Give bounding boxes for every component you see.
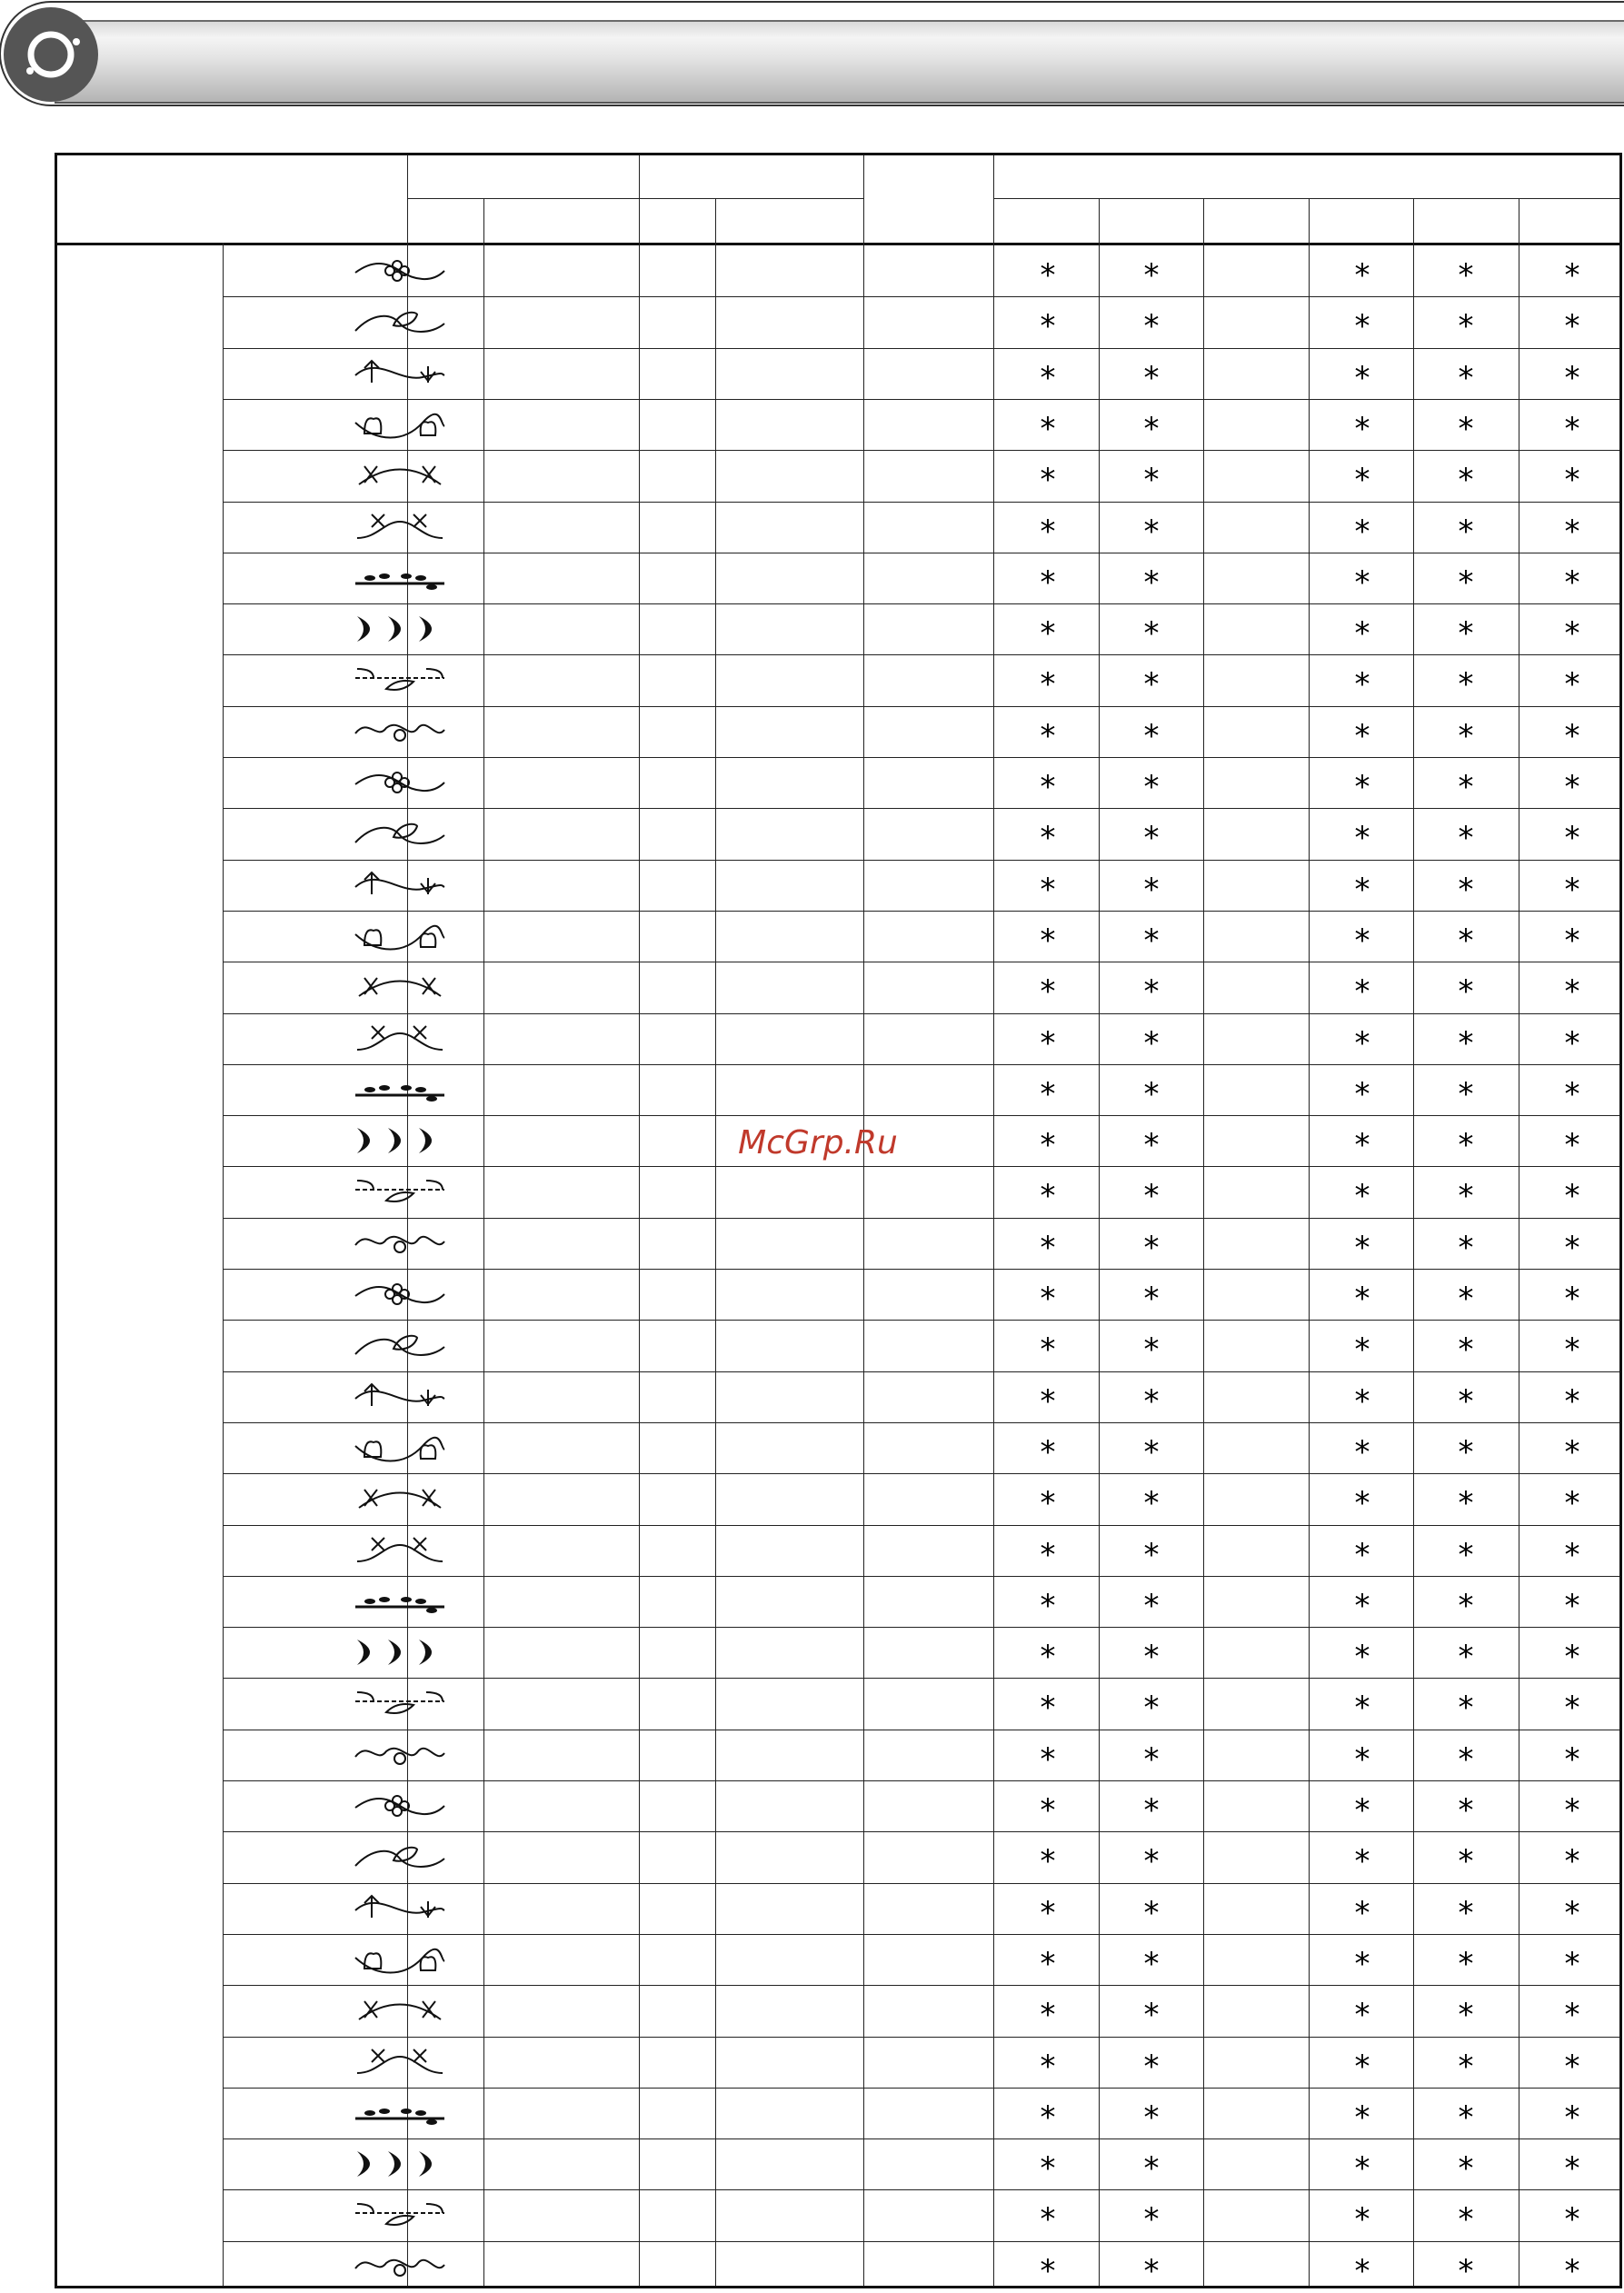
row-rule <box>223 399 1619 400</box>
row-rule <box>223 1985 1619 1986</box>
asterisk-mark: * <box>1040 1485 1056 1522</box>
rose-vine-icon <box>350 918 450 954</box>
floral-border-icon <box>350 713 450 750</box>
asterisk-mark: * <box>1458 1178 1474 1215</box>
column-divider <box>993 155 994 2286</box>
asterisk-mark: * <box>1143 2099 1160 2136</box>
row-rule <box>223 1576 1619 1577</box>
holly-icon <box>350 1532 450 1569</box>
asterisk-mark: * <box>1564 1740 1580 1778</box>
row-rule <box>223 808 1619 809</box>
row-rule <box>223 911 1619 912</box>
row-rule <box>223 2037 1619 2038</box>
clover-heart-icon <box>350 1072 450 1108</box>
asterisk-mark: * <box>1564 1690 1580 1727</box>
asterisk-mark: * <box>1040 257 1056 294</box>
asterisk-mark: * <box>1354 2252 1370 2289</box>
asterisk-mark: * <box>1458 1587 1474 1624</box>
asterisk-mark: * <box>1040 1382 1056 1420</box>
asterisk-mark: * <box>1458 359 1474 396</box>
asterisk-mark: * <box>1040 717 1056 754</box>
asterisk-mark: * <box>1143 1587 1160 1624</box>
row-rule <box>223 1883 1619 1884</box>
star-flower-icon <box>350 1122 450 1159</box>
asterisk-mark: * <box>1354 666 1370 703</box>
flower-cluster-icon <box>350 764 450 801</box>
asterisk-mark: * <box>1354 1485 1370 1522</box>
row-rule <box>223 2088 1619 2089</box>
asterisk-mark: * <box>1143 2252 1160 2289</box>
asterisk-mark: * <box>1143 717 1160 754</box>
asterisk-mark: * <box>1040 1075 1056 1112</box>
leaf-swirl-icon <box>350 304 450 340</box>
asterisk-mark: * <box>1564 1536 1580 1573</box>
asterisk-mark: * <box>1143 1229 1160 1266</box>
asterisk-mark: * <box>1143 1075 1160 1112</box>
asterisk-mark: * <box>1564 2201 1580 2238</box>
asterisk-mark: * <box>1040 1690 1056 1727</box>
asterisk-mark: * <box>1040 1997 1056 2034</box>
asterisk-mark: * <box>1143 2201 1160 2238</box>
asterisk-mark: * <box>1040 1639 1056 1676</box>
asterisk-mark: * <box>1564 563 1580 601</box>
asterisk-mark: * <box>1564 1945 1580 1982</box>
grass-tuft-icon <box>350 1890 450 1927</box>
asterisk-mark: * <box>1143 1281 1160 1317</box>
asterisk-mark: * <box>1354 1740 1370 1778</box>
asterisk-mark: * <box>1458 1843 1474 1880</box>
asterisk-mark: * <box>1458 871 1474 908</box>
asterisk-mark: * <box>1040 513 1056 550</box>
asterisk-mark: * <box>1564 1792 1580 1829</box>
asterisk-mark: * <box>1458 308 1474 345</box>
asterisk-mark: * <box>1354 1024 1370 1062</box>
asterisk-mark: * <box>1354 1178 1370 1215</box>
asterisk-mark: * <box>1458 717 1474 754</box>
dashed-leaf-icon <box>350 662 450 698</box>
column-divider <box>863 155 864 2286</box>
row-rule <box>223 1115 1619 1116</box>
asterisk-mark: * <box>1143 615 1160 653</box>
asterisk-mark: * <box>1458 462 1474 499</box>
asterisk-mark: * <box>1143 1894 1160 1931</box>
asterisk-mark: * <box>1564 1843 1580 1880</box>
asterisk-mark: * <box>1040 1433 1056 1471</box>
asterisk-mark: * <box>1040 666 1056 703</box>
asterisk-mark: * <box>1564 1639 1580 1676</box>
asterisk-mark: * <box>1354 1075 1370 1112</box>
leafy-branch-icon <box>350 560 450 596</box>
asterisk-mark: * <box>1564 1587 1580 1624</box>
pattern-table <box>55 153 1622 2288</box>
tulip-row-icon <box>350 1021 450 1057</box>
row-rule <box>223 1678 1619 1679</box>
ivy-leaf-icon <box>350 1430 450 1466</box>
leaf-vine-icon <box>350 1276 450 1312</box>
asterisk-mark: * <box>1458 973 1474 1011</box>
asterisk-mark: * <box>1564 820 1580 857</box>
asterisk-mark: * <box>1354 1792 1370 1829</box>
asterisk-mark: * <box>1564 1127 1580 1164</box>
asterisk-mark: * <box>1564 922 1580 959</box>
row-rule <box>223 1218 1619 1219</box>
row-rule <box>223 1934 1619 1935</box>
asterisk-mark: * <box>1354 2099 1370 2136</box>
asterisk-mark: * <box>1564 308 1580 345</box>
asterisk-mark: * <box>1458 2048 1474 2085</box>
asterisk-mark: * <box>1458 1127 1474 1164</box>
rose-stem-icon <box>350 969 450 1005</box>
asterisk-mark: * <box>1458 1894 1474 1931</box>
asterisk-mark: * <box>1040 1740 1056 1778</box>
arch-wave-icon <box>350 1788 450 1824</box>
asterisk-mark: * <box>1458 1639 1474 1676</box>
asterisk-mark: * <box>1040 563 1056 601</box>
row-rule <box>223 1166 1619 1167</box>
asterisk-mark: * <box>1143 769 1160 805</box>
car-icon <box>350 2197 450 2233</box>
asterisk-mark: * <box>1354 563 1370 601</box>
watermark: McGrp.Ru <box>738 1124 898 1161</box>
asterisk-mark: * <box>1143 2048 1160 2085</box>
asterisk-mark: * <box>1143 973 1160 1011</box>
asterisk-mark: * <box>1354 2150 1370 2188</box>
asterisk-mark: * <box>1143 1945 1160 1982</box>
asterisk-mark: * <box>1354 462 1370 499</box>
asterisk-mark: * <box>1040 308 1056 345</box>
asterisk-mark: * <box>1040 2201 1056 2238</box>
asterisk-mark: * <box>1040 1945 1056 1982</box>
row-rule <box>223 1473 1619 1474</box>
asterisk-mark: * <box>1143 1843 1160 1880</box>
asterisk-mark: * <box>1040 1536 1056 1573</box>
asterisk-mark: * <box>1040 973 1056 1011</box>
wheat-icon <box>350 1480 450 1517</box>
asterisk-mark: * <box>1458 563 1474 601</box>
row-rule <box>223 1320 1619 1321</box>
asterisk-mark: * <box>1458 2201 1474 2238</box>
row-rule <box>223 1780 1619 1781</box>
asterisk-mark: * <box>1143 2150 1160 2188</box>
asterisk-mark: * <box>1564 1485 1580 1522</box>
asterisk-mark: * <box>1458 2099 1474 2136</box>
column-divider <box>639 155 640 2286</box>
asterisk-mark: * <box>1564 410 1580 447</box>
arrow-sprout-icon <box>350 355 450 392</box>
daisy-row-icon <box>350 1941 450 1978</box>
column-divider <box>483 198 484 2286</box>
asterisk-mark: * <box>1143 1127 1160 1164</box>
asterisk-mark: * <box>1354 2201 1370 2238</box>
asterisk-mark: * <box>1040 1894 1056 1931</box>
asterisk-mark: * <box>1458 1024 1474 1062</box>
asterisk-mark: * <box>1458 1382 1474 1420</box>
row-rule <box>223 450 1619 451</box>
asterisk-mark: * <box>1143 1485 1160 1522</box>
header-separator <box>57 243 1619 245</box>
column-divider <box>1309 198 1310 2286</box>
asterisk-mark: * <box>1040 1281 1056 1317</box>
asterisk-mark: * <box>1143 820 1160 857</box>
asterisk-mark: * <box>1458 820 1474 857</box>
asterisk-mark: * <box>1143 359 1160 396</box>
asterisk-mark: * <box>1354 1331 1370 1369</box>
tulip-wave-icon <box>350 406 450 443</box>
asterisk-mark: * <box>1354 308 1370 345</box>
column-divider <box>223 243 224 2286</box>
row-rule <box>223 2138 1619 2139</box>
asterisk-mark: * <box>1143 513 1160 550</box>
row-rule <box>223 860 1619 861</box>
asterisk-mark: * <box>1564 615 1580 653</box>
asterisk-mark: * <box>1564 513 1580 550</box>
asterisk-mark: * <box>1040 1843 1056 1880</box>
feather-leaf-icon <box>350 1583 450 1620</box>
asterisk-mark: * <box>1564 359 1580 396</box>
asterisk-mark: * <box>1040 2048 1056 2085</box>
asterisk-mark: * <box>1143 1178 1160 1215</box>
lizard-icon <box>350 2044 450 2080</box>
asterisk-mark: * <box>1354 1433 1370 1471</box>
asterisk-mark: * <box>1458 1433 1474 1471</box>
asterisk-mark: * <box>1458 1690 1474 1727</box>
asterisk-mark: * <box>1564 769 1580 805</box>
asterisk-mark: * <box>1354 615 1370 653</box>
row-rule <box>223 1525 1619 1526</box>
asterisk-mark: * <box>1354 1690 1370 1727</box>
asterisk-mark: * <box>1458 2150 1474 2188</box>
asterisk-mark: * <box>1040 2252 1056 2289</box>
asterisk-mark: * <box>1458 1740 1474 1778</box>
asterisk-mark: * <box>1040 1127 1056 1164</box>
asterisk-mark: * <box>1564 1178 1580 1215</box>
scroll-bead-icon <box>350 1685 450 1721</box>
asterisk-mark: * <box>1564 2099 1580 2136</box>
asterisk-mark: * <box>1354 1587 1370 1624</box>
asterisk-mark: * <box>1458 1792 1474 1829</box>
camera-lens-icon <box>4 7 98 102</box>
asterisk-mark: * <box>1354 2048 1370 2085</box>
asterisk-mark: * <box>1354 1281 1370 1317</box>
asterisk-mark: * <box>1354 1229 1370 1266</box>
row-rule <box>223 1627 1619 1628</box>
asterisk-mark: * <box>1564 2252 1580 2289</box>
row-rule <box>223 502 1619 503</box>
row-rule <box>223 757 1619 758</box>
leaf-tulip-icon <box>350 815 450 852</box>
asterisk-mark: * <box>1143 1639 1160 1676</box>
asterisk-mark: * <box>1564 973 1580 1011</box>
asterisk-mark: * <box>1458 257 1474 294</box>
asterisk-mark: * <box>1458 1075 1474 1112</box>
asterisk-mark: * <box>1564 1024 1580 1062</box>
asterisk-mark: * <box>1143 462 1160 499</box>
asterisk-mark: * <box>1354 1382 1370 1420</box>
asterisk-mark: * <box>1564 717 1580 754</box>
asterisk-mark: * <box>1354 1536 1370 1573</box>
asterisk-mark: * <box>1458 1331 1474 1369</box>
subheader-rule <box>407 198 863 199</box>
fern-icon <box>350 1379 450 1415</box>
asterisk-mark: * <box>1354 1639 1370 1676</box>
asterisk-mark: * <box>1040 462 1056 499</box>
asterisk-mark: * <box>1143 410 1160 447</box>
asterisk-mark: * <box>1458 666 1474 703</box>
asterisk-mark: * <box>1040 1587 1056 1624</box>
asterisk-mark: * <box>1354 973 1370 1011</box>
ornament-scroll-icon <box>350 1737 450 1773</box>
asterisk-mark: * <box>1564 1894 1580 1931</box>
asterisk-mark: * <box>1564 257 1580 294</box>
asterisk-mark: * <box>1458 1945 1474 1982</box>
asterisk-mark: * <box>1143 1433 1160 1471</box>
column-divider <box>715 198 716 2286</box>
asterisk-mark: * <box>1458 513 1474 550</box>
asterisk-mark: * <box>1143 871 1160 908</box>
asterisk-mark: * <box>1564 871 1580 908</box>
twin-leaf-icon <box>350 1839 450 1875</box>
asterisk-mark: * <box>1564 1331 1580 1369</box>
asterisk-mark: * <box>1143 1740 1160 1778</box>
asterisk-mark: * <box>1040 1229 1056 1266</box>
blossom-swirl-icon <box>350 1327 450 1363</box>
scroll-diamond-icon <box>350 1634 450 1670</box>
row-rule <box>223 1013 1619 1014</box>
asterisk-mark: * <box>1458 769 1474 805</box>
subheader-rule <box>993 198 1619 199</box>
asterisk-mark: * <box>1143 308 1160 345</box>
row-rule <box>223 1371 1619 1372</box>
asterisk-mark: * <box>1040 769 1056 805</box>
row-rule <box>223 603 1619 604</box>
row-rule <box>223 348 1619 349</box>
asterisk-mark: * <box>1143 1536 1160 1573</box>
asterisk-mark: * <box>1354 1894 1370 1931</box>
asterisk-mark: * <box>1354 513 1370 550</box>
asterisk-mark: * <box>1143 1792 1160 1829</box>
row-rule <box>223 1831 1619 1832</box>
asterisk-mark: * <box>1040 1792 1056 1829</box>
asterisk-mark: * <box>1143 1997 1160 2034</box>
asterisk-mark: * <box>1354 1843 1370 1880</box>
page-header <box>0 0 1624 109</box>
asterisk-mark: * <box>1458 1281 1474 1317</box>
asterisk-mark: * <box>1040 1024 1056 1062</box>
row-rule <box>223 1269 1619 1270</box>
asterisk-mark: * <box>1143 666 1160 703</box>
asterisk-mark: * <box>1354 359 1370 396</box>
asterisk-mark: * <box>1354 410 1370 447</box>
asterisk-mark: * <box>1458 2252 1474 2289</box>
bow-arc-icon <box>350 457 450 493</box>
row-rule <box>223 654 1619 655</box>
sailboat-icon <box>350 2248 450 2285</box>
row-rule <box>223 706 1619 707</box>
helicopter-icon <box>350 2146 450 2182</box>
asterisk-mark: * <box>1143 563 1160 601</box>
asterisk-mark: * <box>1354 820 1370 857</box>
asterisk-mark: * <box>1564 1433 1580 1471</box>
asterisk-mark: * <box>1040 615 1056 653</box>
asterisk-mark: * <box>1354 1997 1370 2034</box>
asterisk-mark: * <box>1564 1997 1580 2034</box>
asterisk-mark: * <box>1458 615 1474 653</box>
asterisk-mark: * <box>1143 1690 1160 1727</box>
asterisk-mark: * <box>1564 1281 1580 1317</box>
asterisk-mark: * <box>1354 871 1370 908</box>
asterisk-mark: * <box>1040 1178 1056 1215</box>
asterisk-mark: * <box>1354 1945 1370 1982</box>
butterfly-row-icon <box>350 1173 450 1210</box>
asterisk-mark: * <box>1564 666 1580 703</box>
asterisk-mark: * <box>1458 922 1474 959</box>
asterisk-mark: * <box>1040 2150 1056 2188</box>
asterisk-mark: * <box>1040 359 1056 396</box>
asterisk-mark: * <box>1040 2099 1056 2136</box>
row-rule <box>223 296 1619 297</box>
row-rule <box>223 2189 1619 2190</box>
asterisk-mark: * <box>1564 1382 1580 1420</box>
asterisk-mark: * <box>1040 410 1056 447</box>
asterisk-mark: * <box>1354 1127 1370 1164</box>
asterisk-mark: * <box>1040 820 1056 857</box>
flower-vine-icon <box>350 253 450 289</box>
asterisk-mark: * <box>1458 1997 1474 2034</box>
asterisk-mark: * <box>1354 922 1370 959</box>
asterisk-mark: * <box>1564 1229 1580 1266</box>
truck-icon <box>350 2095 450 2131</box>
pansy-border-icon <box>350 867 450 903</box>
asterisk-mark: * <box>1564 2150 1580 2188</box>
column-divider <box>1099 198 1100 2286</box>
asterisk-mark: * <box>1354 717 1370 754</box>
asterisk-mark: * <box>1143 1382 1160 1420</box>
asterisk-mark: * <box>1040 871 1056 908</box>
asterisk-mark: * <box>1040 922 1056 959</box>
asterisk-mark: * <box>1458 1485 1474 1522</box>
asterisk-mark: * <box>1143 1331 1160 1369</box>
asterisk-mark: * <box>1564 1075 1580 1112</box>
bow-garland-icon <box>350 509 450 545</box>
asterisk-mark: * <box>1458 1536 1474 1573</box>
asterisk-mark: * <box>1143 1024 1160 1062</box>
asterisk-mark: * <box>1564 462 1580 499</box>
asterisk-mark: * <box>1354 257 1370 294</box>
asterisk-mark: * <box>1354 769 1370 805</box>
column-divider <box>1413 198 1414 2286</box>
asterisk-mark: * <box>1564 2048 1580 2085</box>
asterisk-mark: * <box>1040 1331 1056 1369</box>
row-rule <box>223 1422 1619 1423</box>
row-rule <box>223 1064 1619 1065</box>
bold-leaves-icon <box>350 611 450 647</box>
row-rule <box>223 2241 1619 2242</box>
wavy-pattern-icon <box>350 1992 450 2029</box>
asterisk-mark: * <box>1143 922 1160 959</box>
asterisk-mark: * <box>1458 1229 1474 1266</box>
header-outline <box>0 0 1624 109</box>
asterisk-mark: * <box>1458 410 1474 447</box>
petal-trio-icon <box>350 1225 450 1261</box>
column-divider <box>1203 198 1204 2286</box>
asterisk-mark: * <box>1143 257 1160 294</box>
